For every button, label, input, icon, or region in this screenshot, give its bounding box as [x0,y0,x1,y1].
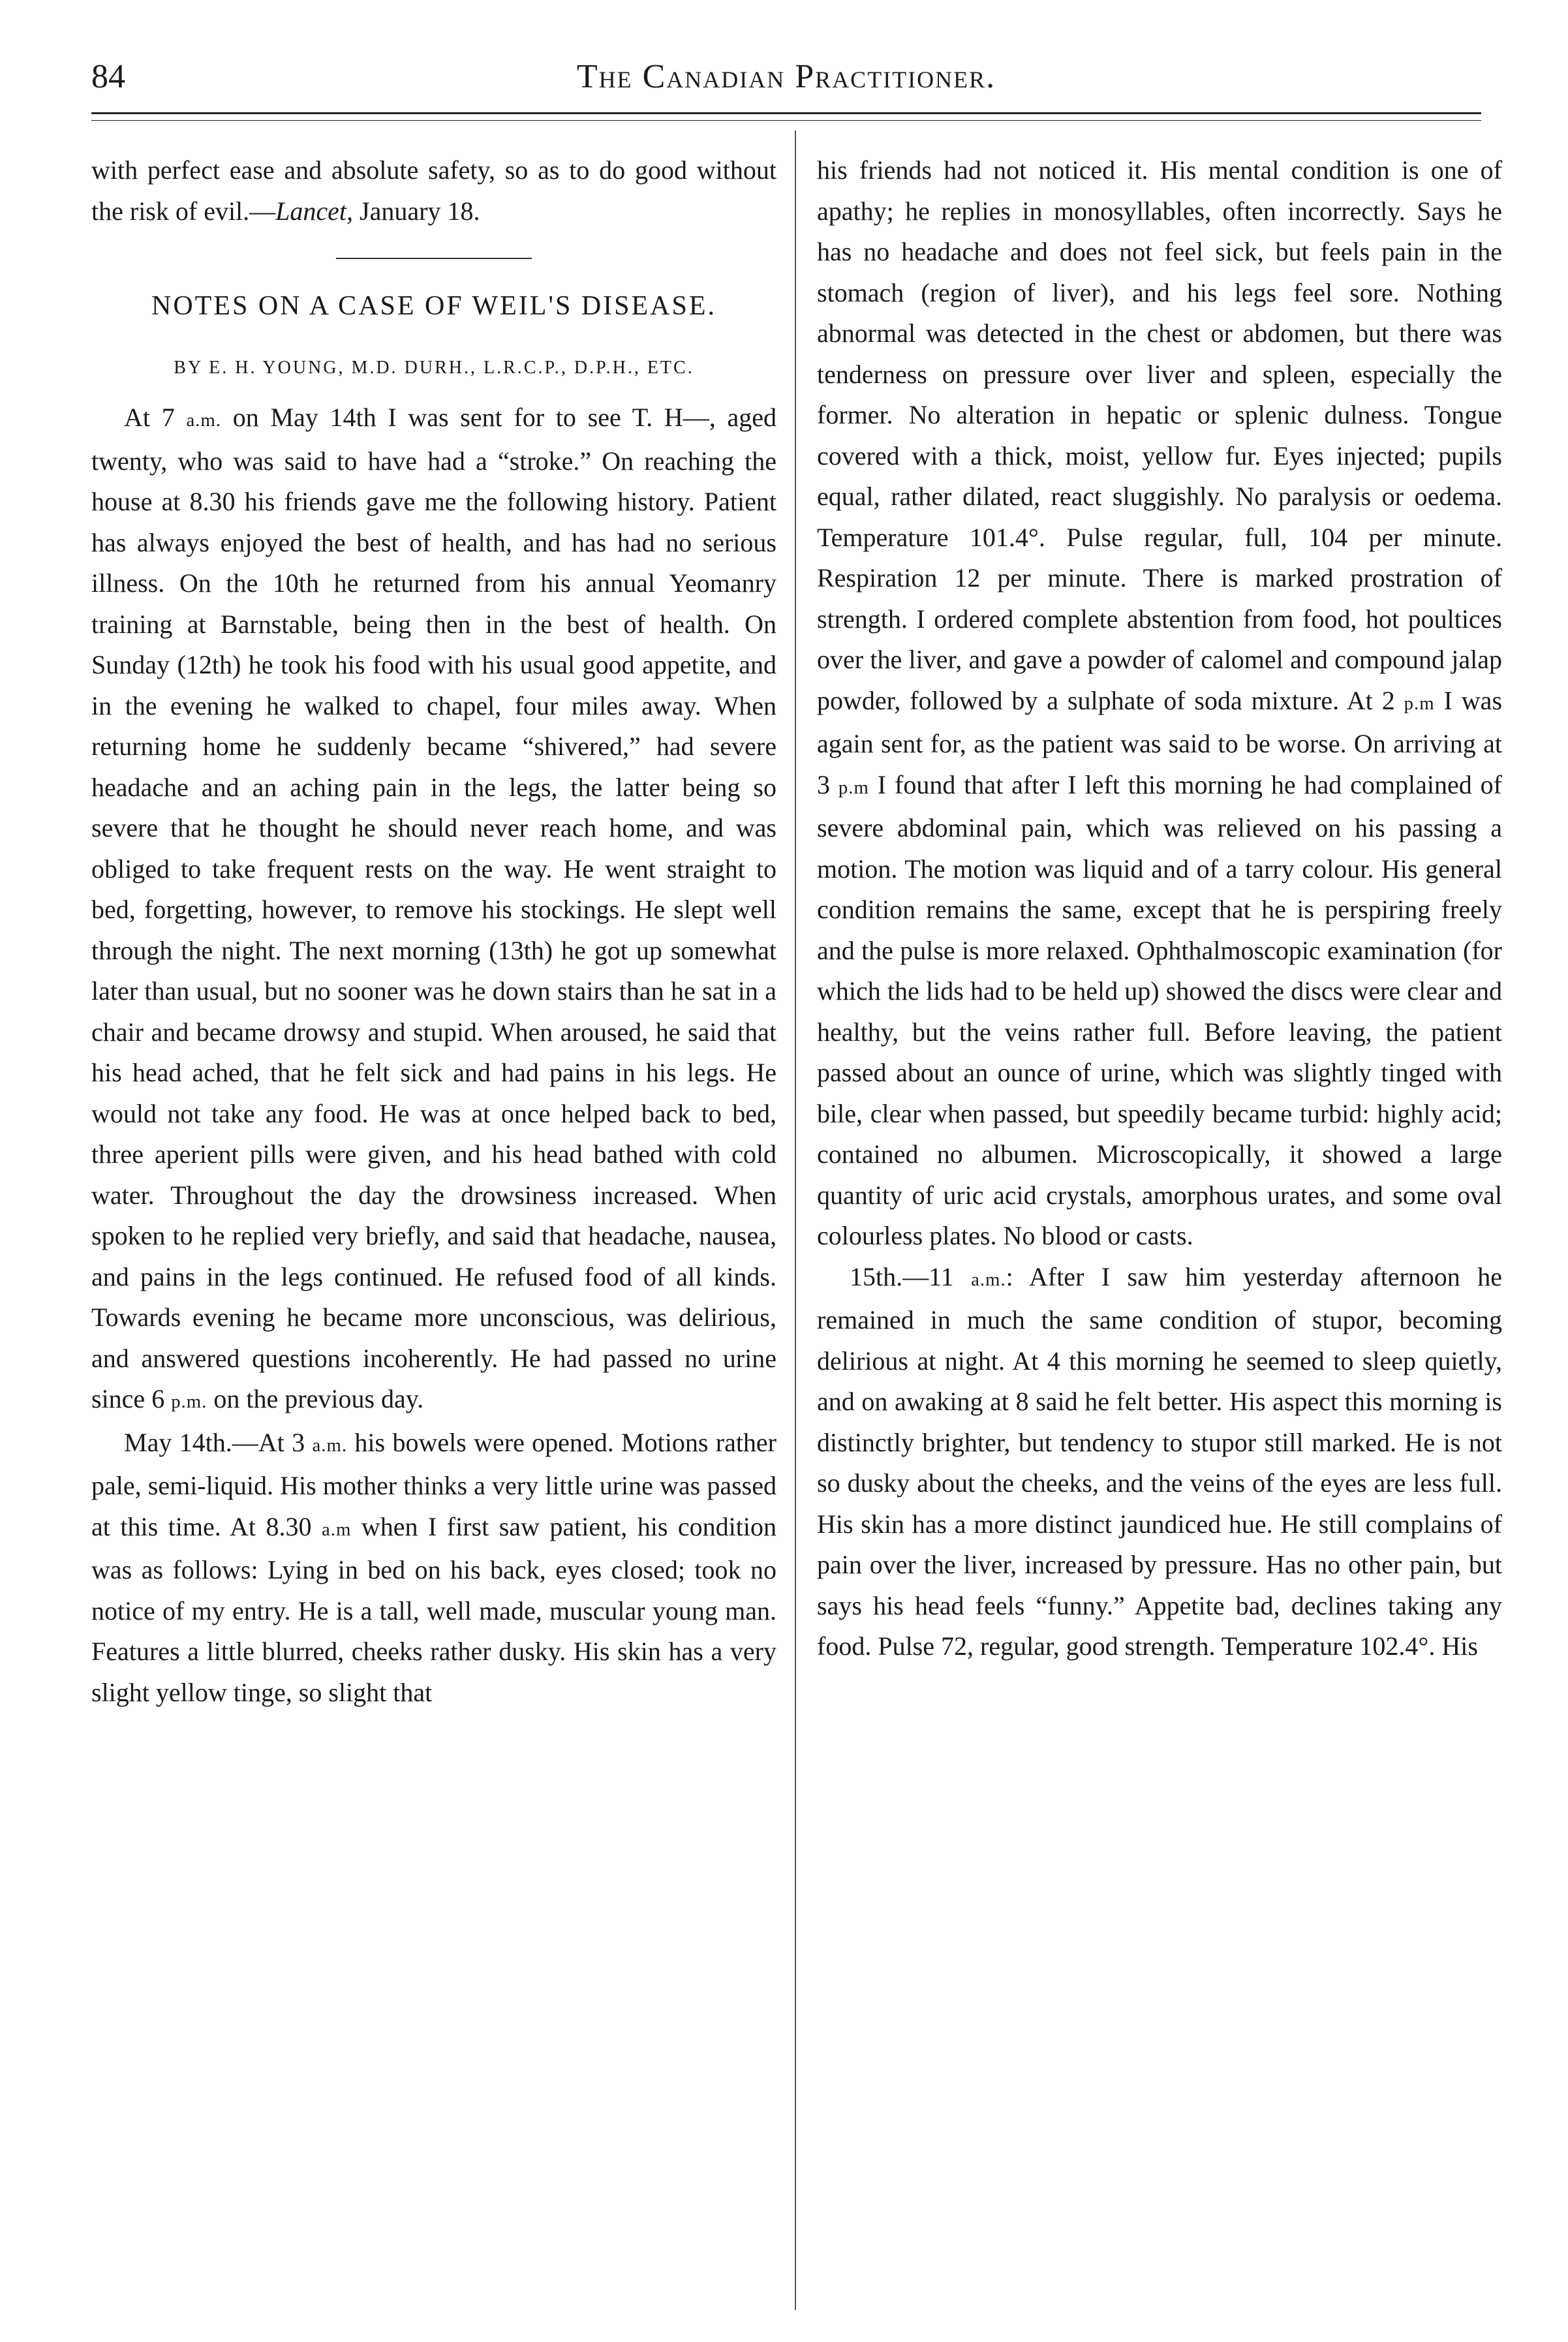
text-run: his friends had not noticed it. His mental condition is one of apathy; he replies in monosyllables, often incorrectly. Says he has no headache and does not feel sick, but feels pain in the stomach (region of liver), and his legs feel sore. Nothing abnormal was detected in the chest or abdomen, but there was tenderness on pressure over liver and spleen, especially the former. No alteration in hepatic or splenic dulness. Tongue covered with a thick, moist, yellow fur. Eyes injected; pupils equal, rather dilated, react sluggishly. No paralysis or oedema. Temperature 101.4°. Pulse regular, full, 104 per minute. Respiration 12 per minute. There is marked prostration of strength. I ordered complete abstention from food, hot poultices over the liver, and gave a powder of calomel and compound jalap powder, followed by a sulphate of soda mixture. At 2 [817,155,1502,715]
header-rule [91,112,1481,114]
citation-journal: Lancet, [275,196,354,226]
time-unit: p.m [1404,692,1435,714]
article-byline: BY E. H. YOUNG, M.D. DURH., L.R.C.P., D.P.H., ETC. [174,358,694,378]
right-column [817,150,1502,2317]
time-unit: a.m [321,1518,352,1540]
running-title: The Canadian Practitioner. [576,58,996,95]
paragraph-may-14 [91,1423,776,1714]
time-unit: a.m. [312,1434,348,1456]
time-unit: p.m. [171,1391,208,1412]
article-title: NOTES ON A CASE OF WEIL'S DISEASE. [151,291,717,321]
paragraph-history [91,397,776,1423]
time-unit: p.m [838,777,869,798]
paragraph-15th [817,1257,1502,1667]
text-run: when I first saw patient, his condition was as follows: Lying in bed on his back, eyes closed; took no notice of my entry. He is a tall, well made, muscular young man. Features a little blurred, cheeks rather dusky. His skin has a very slight yellow tinge, so slight that [91,1511,776,1707]
text-run: on the previous day. [207,1384,424,1413]
text-run: : After I saw him yesterday afternoon he remained in much the same condition of stupor, becoming delirious at night. At 4 this morning he seemed to sleep quietly, and on awaking at 8 said he felt better. His aspect this morning is distinctly brighter, but tendency to stupor still marked. He is not so dusky about the cheeks, and the veins of the eyes are less full. His skin has a more distinct jaundiced hue. He still complains of pain over the liver, increased by pressure. Has no other pain, but says his head feels “funny.” Appetite bad, declines taking any food. Pulse 72, regular, good strength. Temperature 102.4°. His [817,1261,1502,1661]
text-run: on May 14th I was sent for to see T. H—, aged twenty, who was said to have had a “stroke.” On reaching the house at 8.30 his friends gave me the following history. Patient has always enjoyed the best of health, and has had no serious illness. On the 10th he returned from his annual Yeomanry training at Barnstable, being then in the best of health. On Sunday (12th) he took his food with his usual good appetite, and in the evening he walked to chapel, four miles away. When returning home he suddenly became “shivered,” had severe headache and an aching pain in the legs, the latter being so severe that he thought he should never reach home, and was obliged to take frequent rests on the way. He went straight to bed, forgetting, however, to remove his stockings. He slept well through the night. The next morning (13th) he got up somewhat later than usual, but no sooner was he down stairs than he sat in a chair and became drowsy and stupid. When aroused, he said that his head ached, that he felt sick and had pains in his legs. He would not take any food. He was at once helped back to bed, three aperient pills were given, and his head bathed with cold water. Throughout the day the drowsiness increased. When spoken to he replied very briefly, and said that headache, nausea, and pains in the legs continued. He refused food of all kinds. Towards evening he became more unconscious, was delirious, and answered questions incoherently. He had passed no urine since 6 [91,403,776,1413]
text-run: At 7 [124,403,187,432]
header-rule-thin [91,120,1481,121]
citation-date: January 18. [353,196,480,226]
section-separator [336,258,532,259]
text-run: 15th.—11 [850,1261,972,1291]
text-run: I was again sent for, as the patient was said to be worse. On arriving at 3 [817,685,1502,799]
time-unit: a.m. [186,410,222,431]
continuation-paragraph: with perfect ease and absolute safety, so as to do good without the risk of evil.—Lancet, January 18. [91,155,776,226]
page-number: 84 [91,58,125,95]
page-header [91,57,1481,110]
text-run: May 14th.—At 3 [124,1427,313,1457]
text-run: I found that after I left this morning he had complained of severe abdominal pain, which was relieved on his passing a motion. The motion was liquid and of a tarry colour. His general condition remains the same, except that he is perspiring freely and the pulse is more relaxed. Ophthalmoscopic examination (for which the lids had to be held up) showed the discs were clear and healthy, but the veins rather full. Before leaving, the patient passed about an ounce of urine, which was slightly tinged with bile, clear when passed, but speedily became turbid: highly acid; contained no albumen. Microscopically, it showed a large quantity of uric acid crystals, amorphous urates, and some oval colourless plates. No blood or casts. [817,769,1502,1250]
column-divider [795,131,796,2310]
time-unit: a.m. [971,1269,1006,1290]
continuation-text: with perfect ease and absolute safety, so as to do good without the risk of evil. [91,155,776,226]
left-column [91,150,776,2317]
text-run: his bowels were opened. Motions rather pale, semi-liquid. His mother thinks a very little urine was passed at this time. At 8.30 [91,1427,776,1541]
paragraph-examination [817,150,1502,1257]
